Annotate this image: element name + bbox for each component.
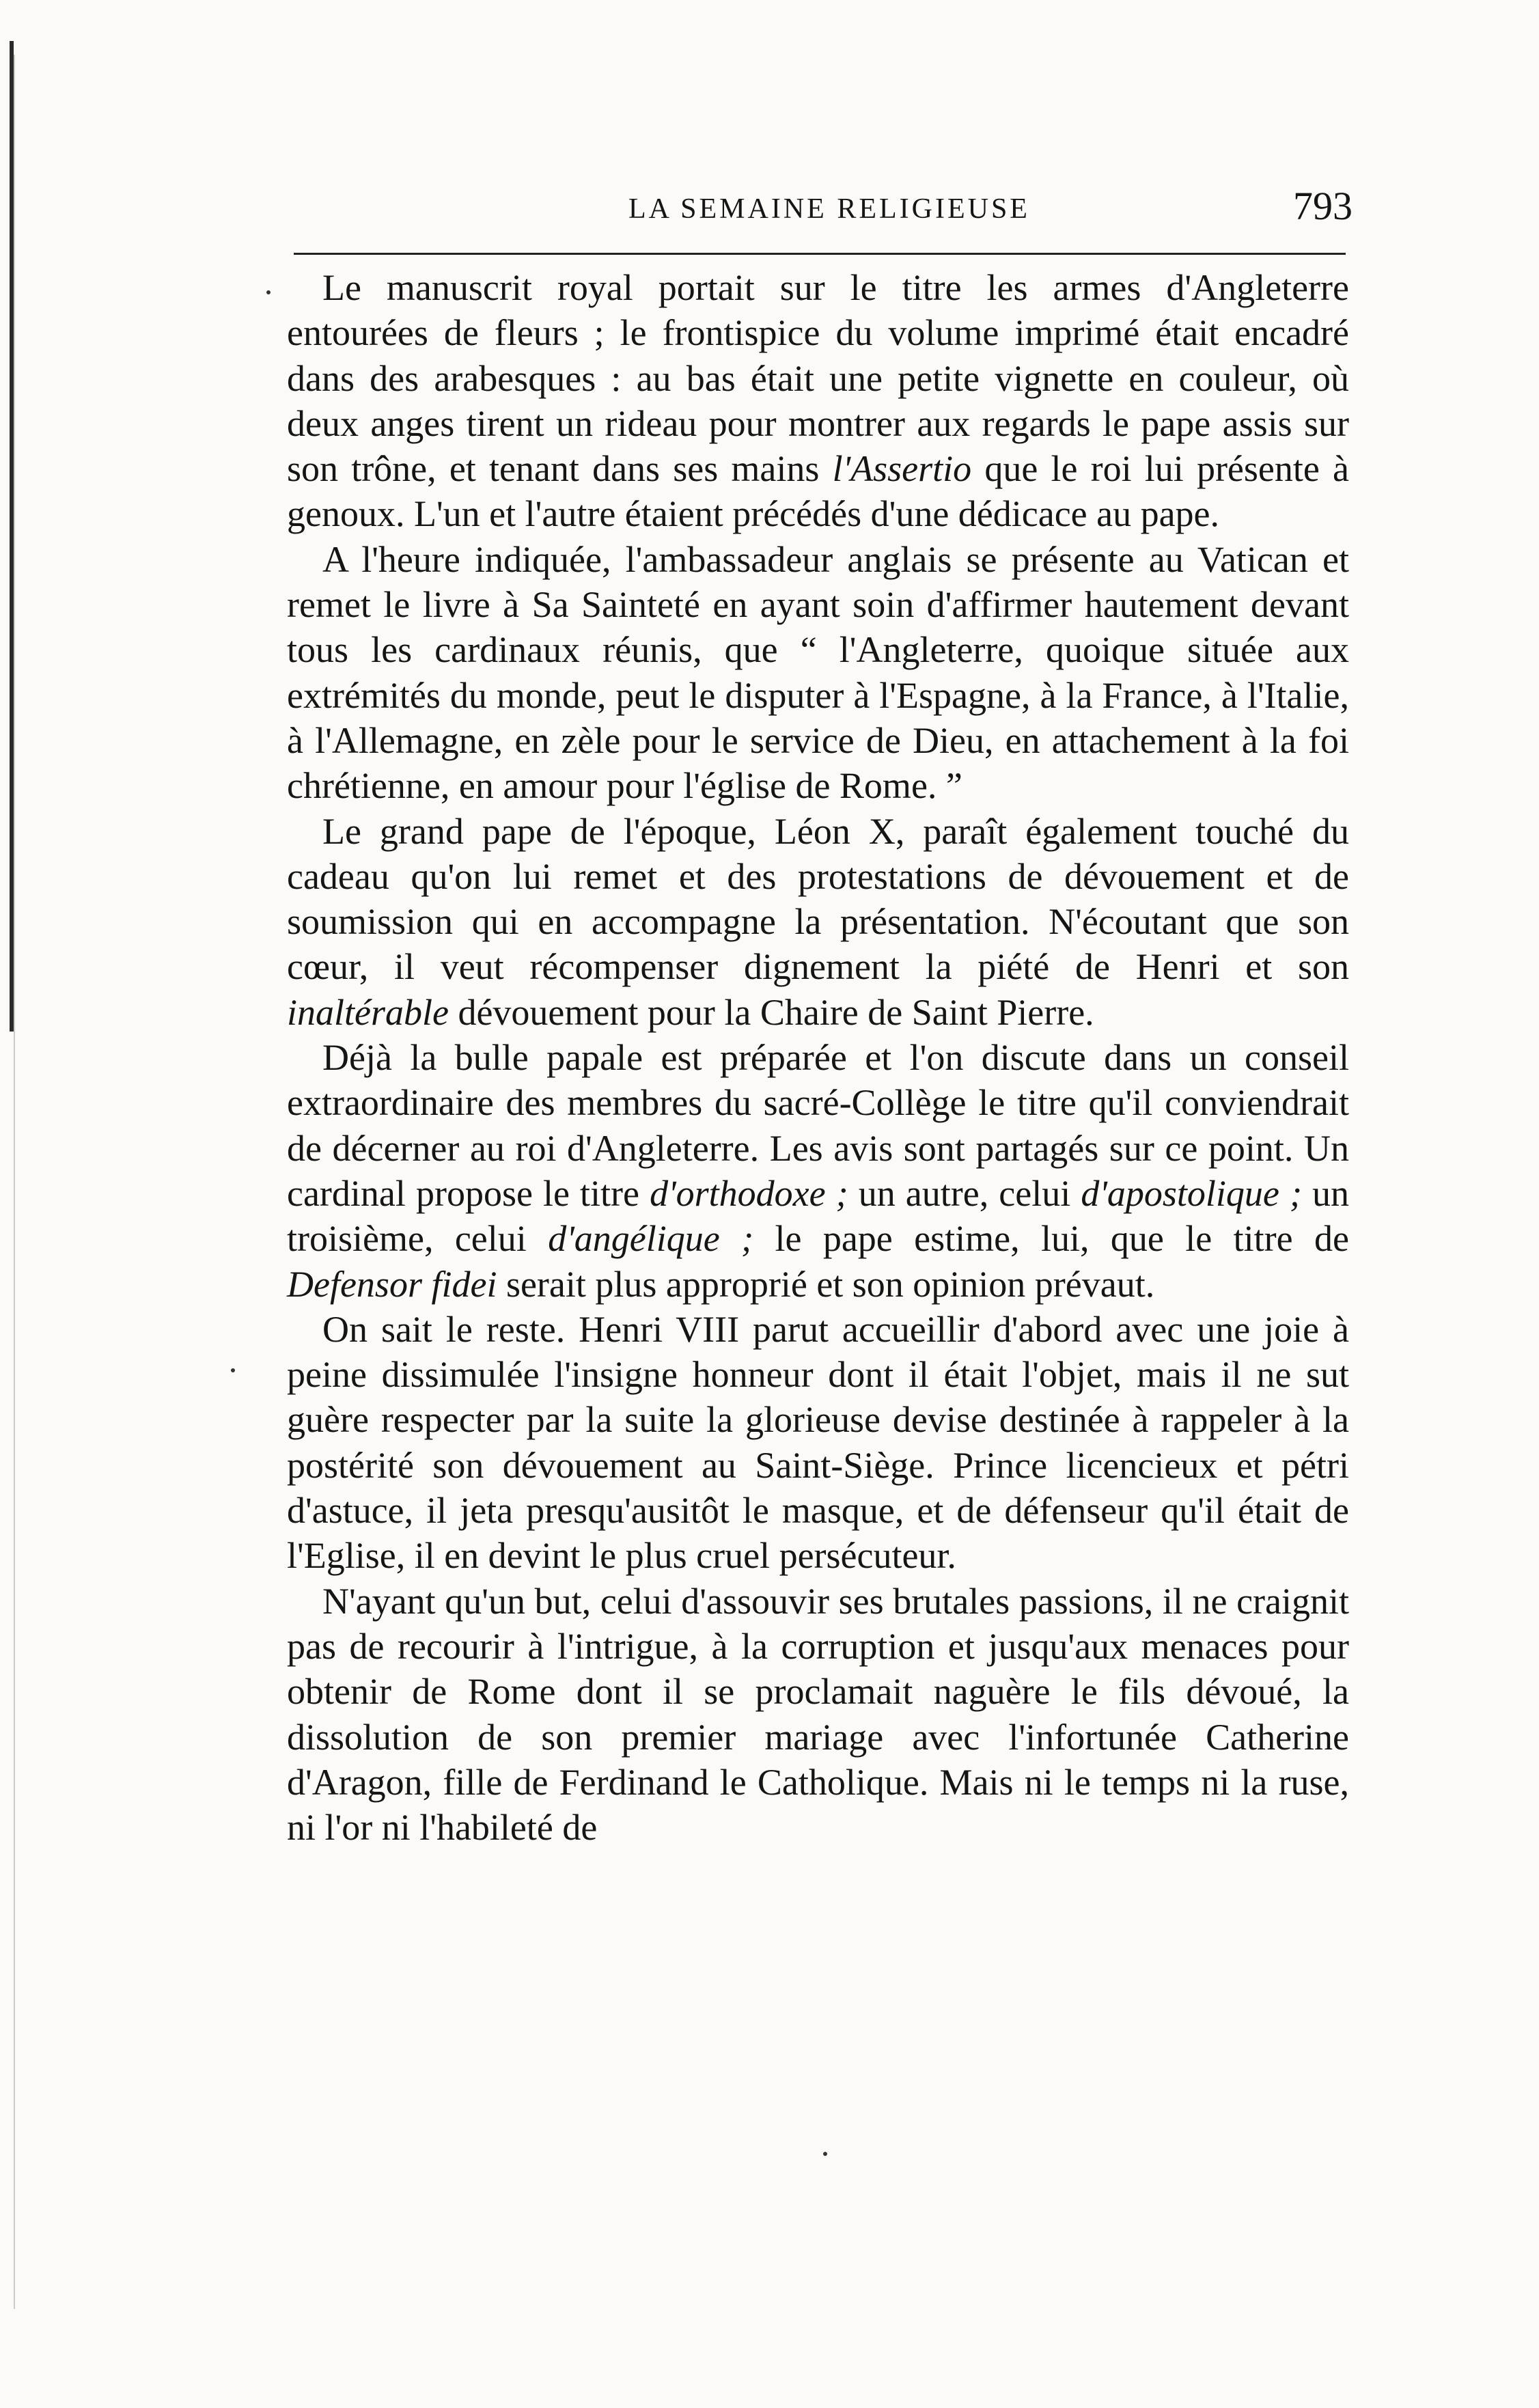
print-speck [266, 290, 271, 294]
paragraph [287, 1579, 1349, 1851]
paragraph [287, 537, 1349, 809]
page-edge-faint-line [14, 55, 15, 2309]
print-speck [823, 2152, 827, 2156]
italic-text: d'angélique ; [548, 1218, 754, 1260]
paragraph-text: un autre, celui [848, 1172, 1081, 1214]
paragraph-text: dévouement pour la Chaire de Saint Pierre. [448, 991, 1094, 1033]
page-number: 793 [1293, 184, 1353, 228]
paragraph-text: A l'heure indiquée, l'ambassadeur anglais se présente au Vatican et remet le livre à Sa Sainteté en ayant soin d'affirmer hautement devant tous les cardinaux réunis, que “ l'Angleterre, quoique située aux extrémités du monde, peut le disputer à l'Espagne, à la France, à l'Italie, à l'Allemagne, en zèle pour le service de Dieu, en attachement à la foi chrétienne, en amour pour l'église de Rome. ” [287, 538, 1349, 807]
paragraph [287, 1035, 1349, 1307]
paragraph-text: Le grand pape de l'époque, Léon X, paraît également touché du cadeau qu'on lui remet et des protestations de dévouement et de soumission qui en accompagne la présentation. N'écoutant que son cœur, il veut récompenser dignement la piété de Henri et son [287, 810, 1349, 988]
body-text [287, 265, 1349, 1850]
paragraph-text: que le roi lui présente à genoux. L'un et l'autre étaient précédés d'une dédicace au pape. [287, 448, 1349, 535]
italic-text: Defensor fidei [287, 1263, 497, 1305]
italic-text: inaltérable [287, 991, 449, 1033]
italic-text: d'orthodoxe ; [650, 1172, 848, 1214]
italic-text: d'apostolique ; [1081, 1172, 1302, 1214]
page-header [287, 183, 1353, 245]
paragraph [287, 809, 1349, 1035]
header-rule [294, 253, 1346, 255]
paragraph [287, 1307, 1349, 1579]
paragraph-text: serait plus approprié et son opinion prévaut. [497, 1263, 1155, 1305]
print-speck [231, 1368, 235, 1372]
paragraph [287, 265, 1349, 537]
paragraph-text: le pape estime, lui, que le titre de [753, 1218, 1349, 1260]
paragraph-text: Déjà la bulle papale est préparée et l'on discute dans un conseil extraordinaire des membres du sacré-Collège le titre qu'il conviendrait de décerner au roi d'Angleterre. Les avis sont partagés sur ce point. Un cardinal propose le titre [287, 1037, 1349, 1214]
paragraph-text: Le manuscrit royal portait sur le titre les armes d'Angleterre entourées de fleurs ; le frontispice du volume imprimé était encadré dans des arabesques : au bas était une petite vignette en couleur, où deux anges tirent un rideau pour montrer aux regards le pape assis sur son trône, et tenant dans ses mains [287, 267, 1349, 490]
italic-text: l'Assertio [832, 448, 972, 490]
running-title: LA SEMAINE RELIGIEUSE [628, 193, 1030, 225]
paragraph-text: On sait le reste. Henri VIII parut accueillir d'abord avec une joie à peine dissimulée l'insigne honneur dont il était l'objet, mais il ne sut guère respecter par la suite la glorieuse devise destinée à rappeler à la postérité son dévouement au Saint-Siège. Prince licencieux et pétri d'astuce, il jeta presqu'ausitôt le masque, et de défenseur qu'il était de l'Eglise, il en devint le plus cruel persécuteur. [287, 1308, 1349, 1577]
paragraph-text: N'ayant qu'un but, celui d'assouvir ses brutales passions, il ne craignit pas de recourir à l'intrigue, à la corruption et jusqu'aux menaces pour obtenir de Rome dont il se proclamait naguère le fils dévoué, la dissolution de son premier mariage avec l'infortunée Catherine d'Aragon, fille de Ferdinand le Catholique. Mais ni le temps ni la ruse, ni l'or ni l'habileté de [287, 1580, 1349, 1849]
paragraph-text: un troisième, celui [287, 1172, 1350, 1260]
